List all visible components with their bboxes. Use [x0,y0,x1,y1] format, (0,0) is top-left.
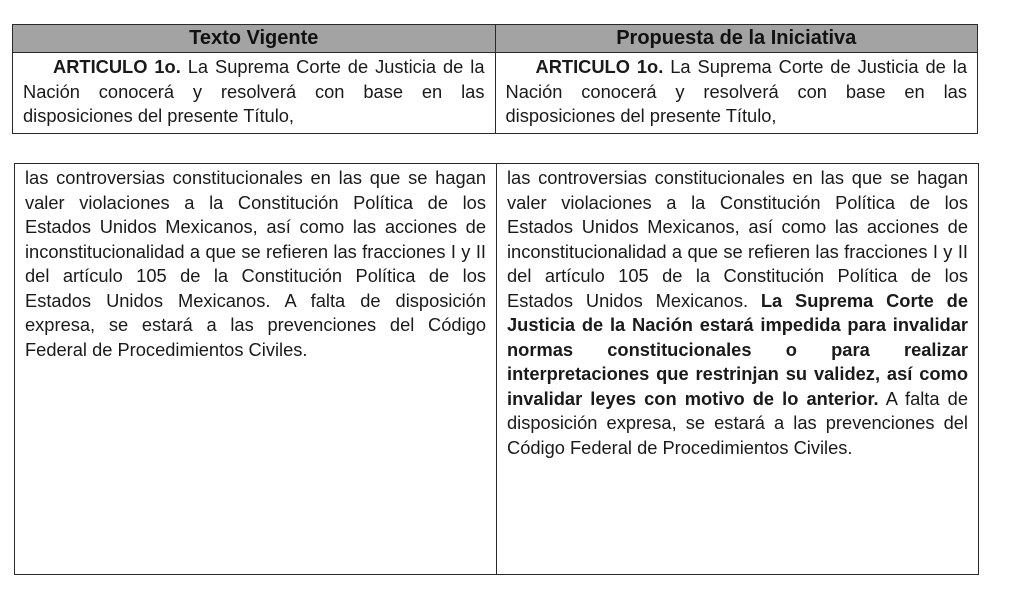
article-label: ARTICULO 1o. [535,56,664,77]
table-row [15,164,979,575]
table-row [13,53,978,134]
header-propuesta-iniciativa: Propuesta de la Iniciativa [495,25,978,53]
proposal-text-paragraph [497,164,978,460]
header-row [13,25,978,53]
comparison-table-continuation [14,163,979,575]
article-label: ARTICULO 1o. [53,56,181,77]
proposal-bold-insert: La Suprema Corte de Justicia de la Nación estará impedida para invalidar normas constitucionales o para realizar interpretaciones que restrinjan su validez, así como invalidar leyes con motivo de lo anterior. [507,289,968,409]
proposal-text-after: A falta de disposición expresa, se estará a las prevenciones del Código Federal de Procedimientos Civiles. [507,387,968,458]
proposal-text-cell-top [495,53,978,134]
current-text-paragraph: las controversias constitucionales en las que se hagan valer violaciones a la Constitución Política de los Estados Unidos Mexicanos, así como las acciones de inconstitucionalidad a que se refieren las fracciones I y II del artículo 105 de la Constitución Política de los Estados Unidos Mexicanos. A falta de disposición expresa, se estará a las prevenciones del Código Federal de Procedimientos Civiles. [25,167,486,360]
header-texto-vigente: Texto Vigente [13,25,496,53]
article-text: La Suprema Corte de Justicia de la Nación conocerá y resolverá con base en las disposiciones del presente Título, [505,56,967,126]
proposal-text-cell-bottom [497,164,979,575]
current-text-cell-bottom [15,164,497,575]
comparison-table-header-section [12,24,978,134]
proposal-article-paragraph [496,53,978,129]
article-text: La Suprema Corte de Justicia de la Nación conocerá y resolverá con base en las disposiciones del presente Título, [23,56,485,126]
proposal-text-before: las controversias constitucionales en las que se hagan valer violaciones a la Constitución Política de los Estados Unidos Mexicanos, así como las acciones de inconstitucionalidad a que se refieren las fracciones I y II del artículo 105 de la Constitución Política de los Estados Unidos Mexicanos. [507,167,968,311]
current-text-cell-top [13,53,496,134]
current-article-paragraph [13,53,495,129]
